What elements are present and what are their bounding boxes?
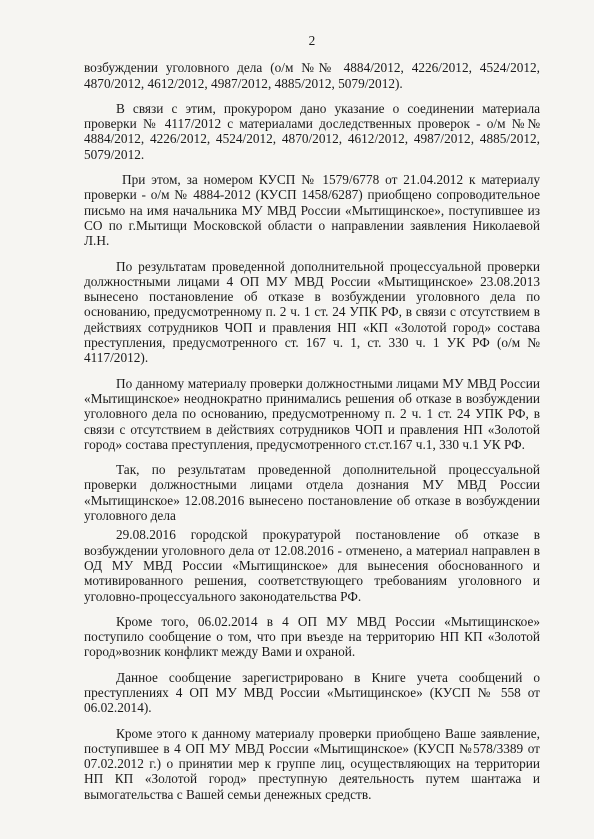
- paragraph-2: В связи с этим, прокурором дано указание о соединении материала проверки № 4117/2012 с материалами доследственных проверок - о/м №№ 4884/2012, 4226/2012, 4524/2012, 4870/2012, 4612/2012, 4987/2012, 4885/2012, 5079/2012.: [84, 100, 540, 162]
- paragraph-8: Кроме того, 06.02.2014 в 4 ОП МУ МВД России «Мытищинское» поступило сообщение о том, что при въезде на территорию НП КП «Золотой город»возник конфликт между Вами и охраной.: [84, 613, 540, 660]
- page-number: 2: [308, 33, 316, 48]
- paragraph-6: Так, по результатам проведенной дополнительной процессуальной проверки должностными лицами отдела дознания МУ МВД России «Мытищинское» 12.08.2016 вынесено постановление об отказе в возбуждении уголовного дела: [84, 462, 540, 524]
- paragraph-5: По данному материалу проверки должностными лицами МУ МВД России «Мытищинское» неоднократно принимались решения об отказе в возбуждении уголовного дела по основанию, предусмотренному п. 2 ч. 1 ст. 24 УПК РФ, в связи с отсутствием в действиях сотрудников ЧОП и правления НП «Золотой город» состава преступления, предусмотренного ст.ст.167 ч.1, 330 ч.1 УК РФ.: [84, 375, 540, 452]
- paragraph-3: При этом, за номером КУСП № 1579/6778 от 21.04.2012 к материалу проверки - о/м № 4884-2012 (КУСП 1458/6287) приобщено сопроводительное письмо на имя начальника МУ МВД России «Мытищинское», поступившее из СО по г.Мытищи Московской области о направлении заявления Николаевой Л.Н.: [84, 172, 540, 249]
- paragraph-4: По результатам проведенной дополнительной процессуальной проверки должностными лицами 4 ОП МУ МВД России «Мытищинское» 23.08.2013 вынесено постановление об отказе в возбуждении уголовного дела по основанию, предусмотренному п. 2 ч. 1 ст. 24 УПК РФ, в связи с отсутствием в действиях сотрудников ЧОП и правления НП «КП «Золотой город» состава преступления, предусмотренного ст. 167 ч. 1, ст. 330 ч. 1 УК РФ (о/м № 4117/2012).: [84, 258, 540, 366]
- paragraph-9: Данное сообщение зарегистрировано в Книге учета сообщений о преступлениях 4 ОП МУ МВД России «Мытищинское» (КУСП № 558 от 06.02.2014).: [84, 669, 540, 716]
- paragraph-7: 29.08.2016 городской прокуратурой постановление об отказе в возбуждении уголовного дела от 12.08.2016 - отменено, а материал направлен в ОД МУ МВД России «Мытищинское» для вынесения обоснованного и мотивированного решения, соответствующего требованиям уголовного и уголовно-процессуального законодательства РФ.: [84, 527, 540, 604]
- paragraph-10: Кроме этого к данному материалу проверки приобщено Ваше заявление, поступившее в 4 ОП МУ МВД России «Мытищинское» (КУСП №578/3389 от 07.02.2012 г.) о принятии мер к группе лиц, осуществляющих на территории НП КП «Золотой город» преступную деятельность путем шантажа и вымогательства с Вашей семьи денежных средств.: [84, 725, 540, 802]
- paragraph-1: возбуждении уголовного дела (о/м №№ 4884/2012, 4226/2012, 4524/2012, 4870/2012, 4612/2012, 4987/2012, 4885/2012, 5079/2012).: [84, 60, 540, 91]
